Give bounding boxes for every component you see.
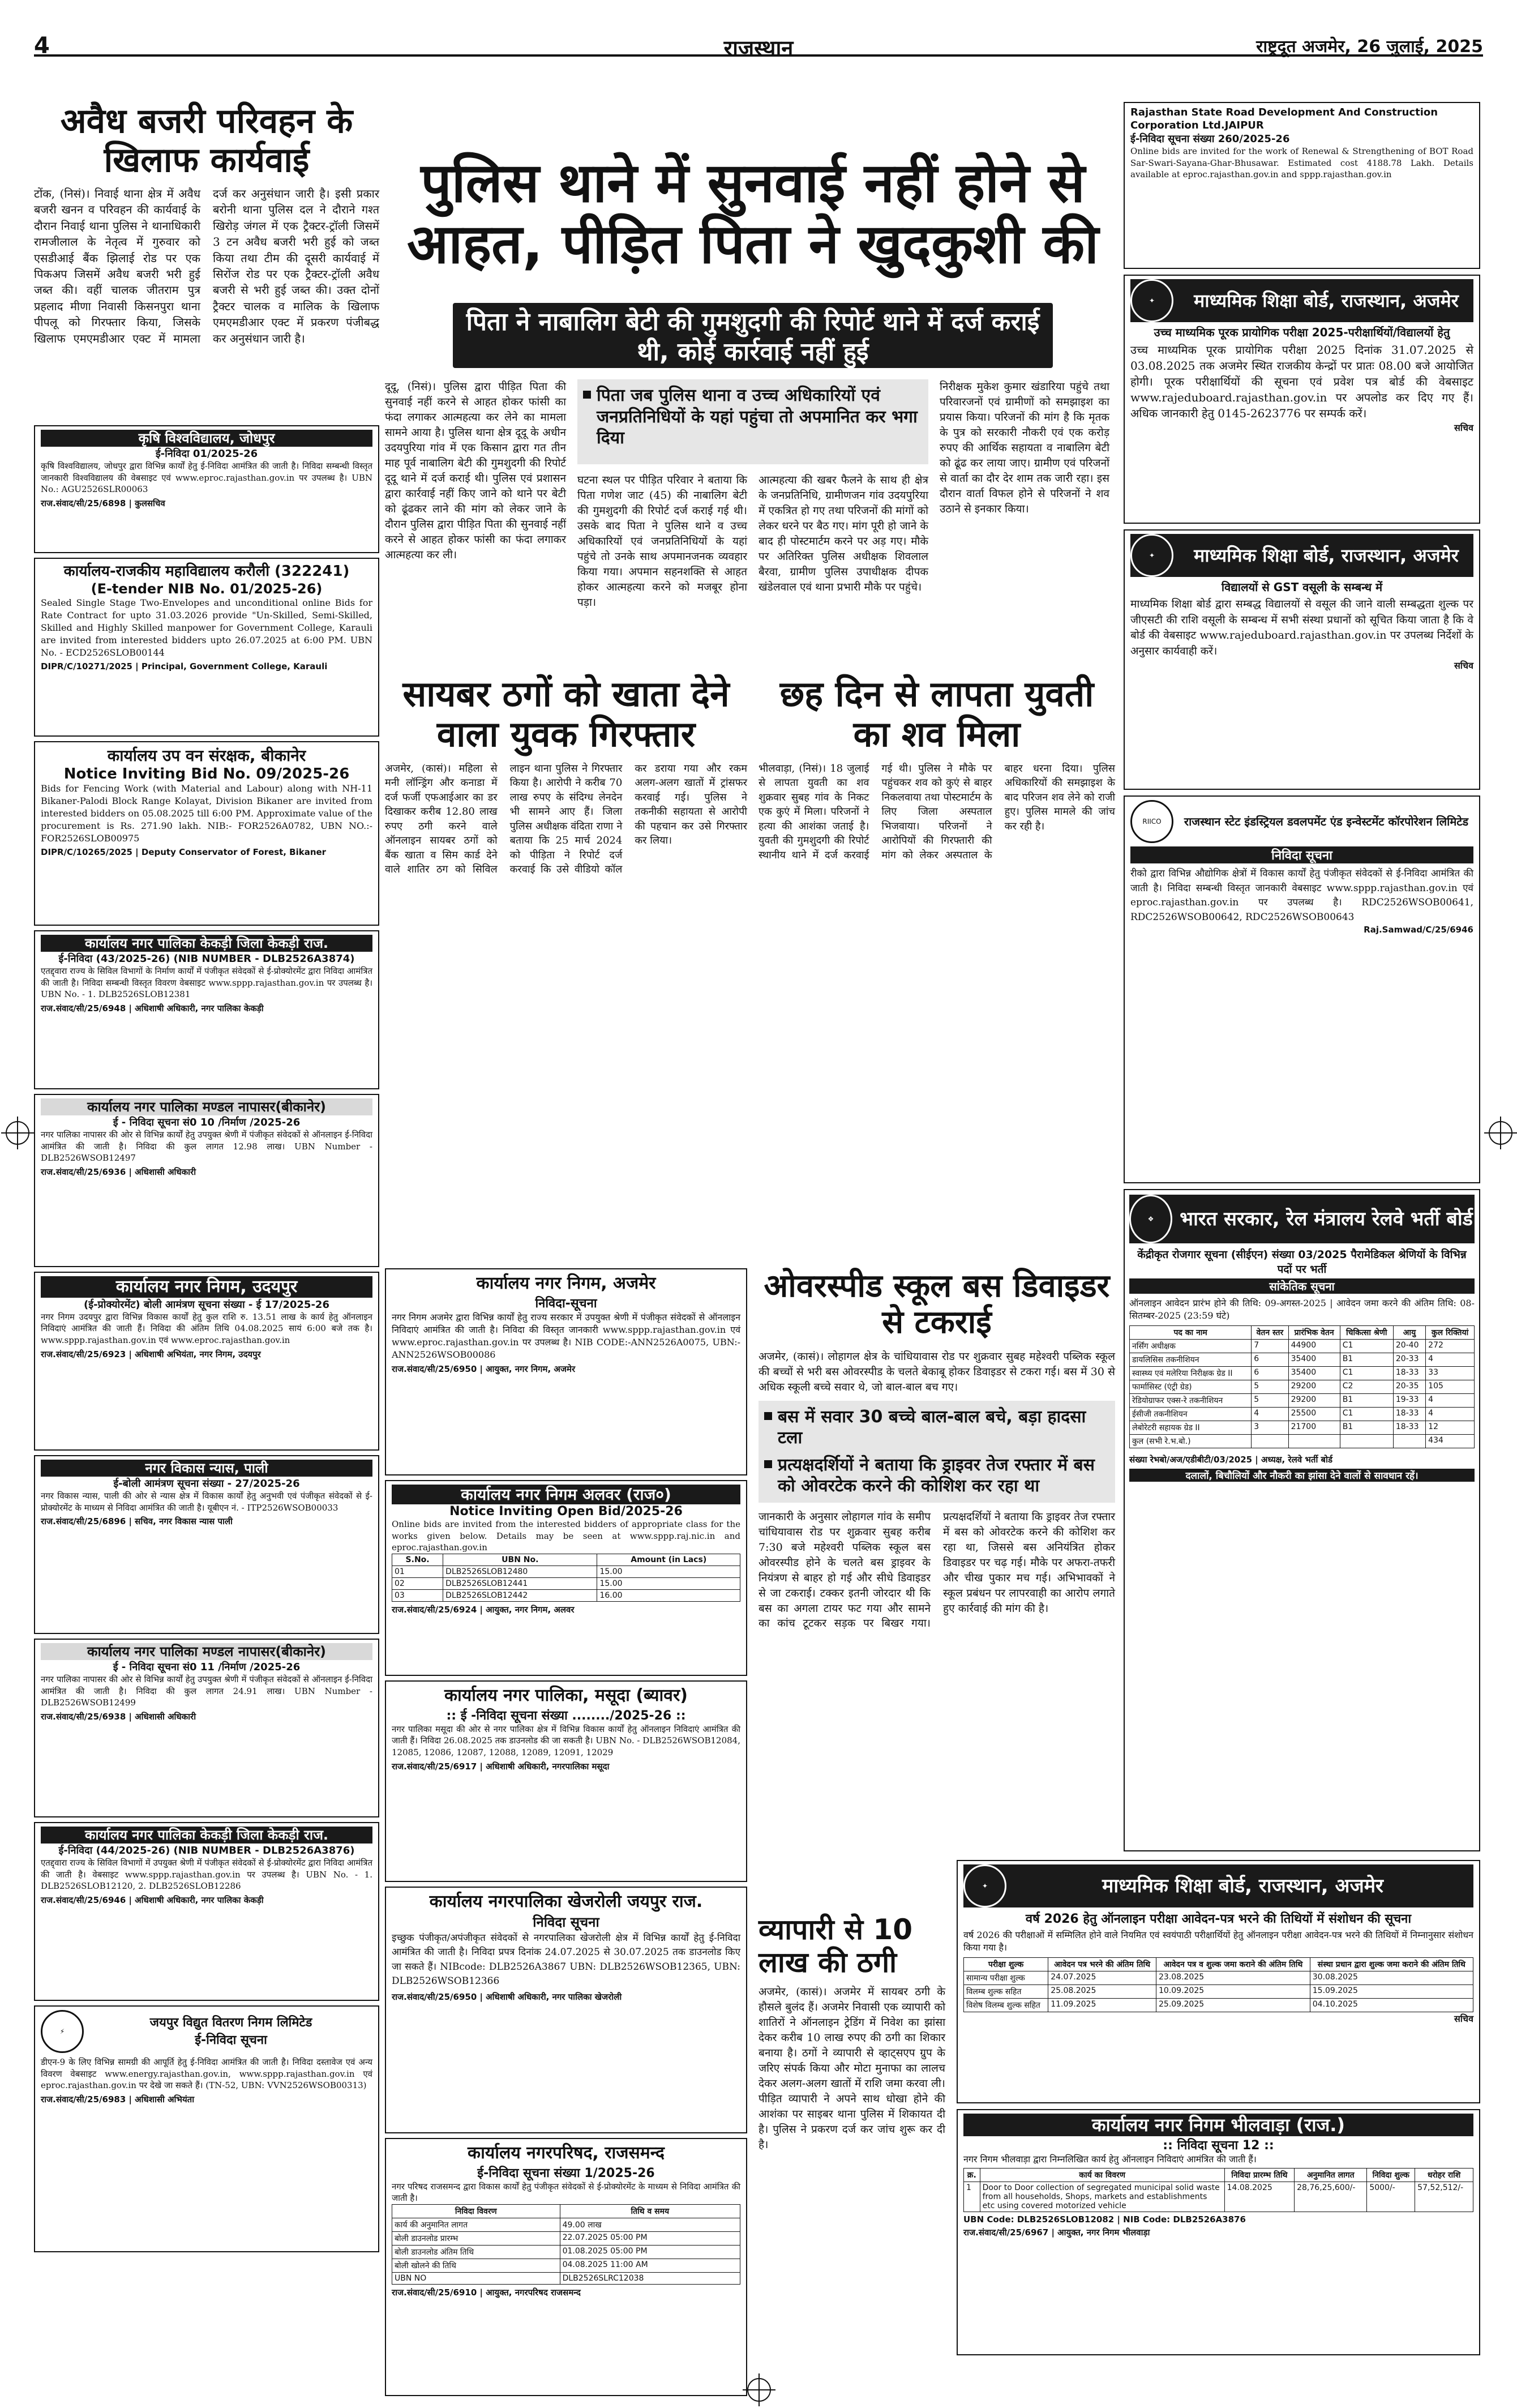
table-cell: 04.10.2025 <box>1310 1999 1473 2012</box>
ad-title: जयपुर विद्युत वितरण निगम लिमिटेड <box>149 2016 312 2030</box>
ad-title: कार्यालय नगर निगम अलवर (राज०) <box>392 1485 740 1504</box>
ad-text: नगर परिषद राजसमन्द द्वारा विकास कार्यों हेतु पंजीकृत संवेदकों से ई-प्रोक्योरमेंट के माध्यम से निविदा आमंत्रित की जाती है। <box>392 2181 740 2204</box>
tender-ad <box>385 1887 747 2133</box>
ad-title: कार्यालय नगर पालिका केकड़ी जिला केकड़ी राज. <box>41 1827 372 1844</box>
ad-text: नगर पालिका नापासर की ओर से विभिन्न कार्यों हेतु उपयुक्त श्रेणी में पंजीकृत संवेदकों से ऑनलाइन ई-निविदा आमंत्रित की जाती है। निविदा की कुल लागत 24.91 लाख। UBN Number - DLB2526WSOB12499 <box>41 1674 372 1708</box>
lead-headline: पुलिस थाने में सुनवाई नहीं होने से आहत, पीड़ित पिता ने खुदकुशी की <box>407 151 1099 276</box>
ad-subtitle: ई - निविदा सूचना सं0 11 /निर्माण /2025-26 <box>113 1661 301 1673</box>
table-cell: 49.00 लाख <box>560 2218 740 2231</box>
vacancy-table <box>1129 1325 1475 1448</box>
table-cell: कुल (सभी रे.भ.बो.) <box>1130 1435 1252 1448</box>
tender-ad <box>34 741 379 926</box>
table-cell: 1 <box>964 2182 980 2212</box>
ad-subtitle: ई-निविदा सूचना <box>195 2033 267 2047</box>
ad-band: दलालों, बिचौलियों और नौकरी का झांसा देने वालों से सावधान रहें। <box>1129 1469 1475 1482</box>
table-cell: 14.08.2025 <box>1224 2182 1294 2212</box>
story-body: अजमेर, (कासं)। महिला से मनी लॉन्ड्रिंग और कनाडा में दर्ज फर्जी एफआईआर का डर दिखाकर करीब 12.80 लाख रुपए ठगी करने वाले ऑनलाइन सायबर ठगों को बैंक खाता व सिम कार्ड देने वाले शातिर ठग को सिविल लाइन थाना पुलिस ने गिरफ्तार किया है। आरोपी ने करीब 70 लाख रुपए के संदिग्ध लेनदेन भी सामने आए हैं। जिला पुलिस अधीक्षक वंदिता राणा ने बताया कि 25 मार्च 2024 को पीड़िता ने रिपोर्ट दर्ज करवाई कि उसे वीडियो कॉल कर डराया गया और रकम अलग-अलग खातों में ट्रांसफर करवाई गई। पुलिस ने तकनीकी सहायता से आरोपी की पहचान कर उसे गिरफ्तार कर लिया। <box>385 762 747 876</box>
story-headline: छह दिन से लापता युवती का शव मिला <box>779 673 1094 755</box>
table-cell: निविदा विवरण <box>392 2204 560 2218</box>
ad-subtitle: निविदा सूचना <box>1130 846 1473 863</box>
ad-text: नगर पालिका नापासर की ओर से विभिन्न कार्यों हेतु उपयुक्त श्रेणी में पंजीकृत संवेदकों से ऑनलाइन ई-निविदा आमंत्रित की जाती है। निविदा की कुल लागत 12.98 लाख। UBN Number - DLB2526WSOB12497 <box>41 1130 372 1164</box>
ad-subtitle: उच्च माध्यमिक पूरक प्रायोगिक परीक्षा 2025-परीक्षार्थियों/विद्यालयों हेतु <box>1154 326 1450 339</box>
lead-col-2: घटना स्थल पर पीड़ित परिवार ने बताया कि पिता गणेश जाट (45) की नाबालिग बेटी की गुमशुदगी की रिपोर्ट दर्ज कराई गई थी। उसके बाद पिता ने पुलिस थाने व उच्च अधिकारियों एवं जनप्रतिनिधियों के यहां पहुंचे तो उनके साथ अपमानजनक व्यवहार किया गया। अपमान सहनशक्ति से आहत होकर आत्महत्या करने को मजबूर होना पड़ा। <box>577 474 747 609</box>
board-notice <box>957 1860 1480 2103</box>
ad-footer: राज.संवाद/सी/25/6898 | कुलसचिव <box>41 498 165 509</box>
table-cell: 28,76,25,600/- <box>1295 2182 1367 2212</box>
table-cell: 4 <box>1252 1408 1288 1421</box>
lead-col-4: निरीक्षक मुकेश कुमार खंडारिया पहुंचे तथा परिवारजनों एवं ग्रामीणों को समझाइश का प्रयास किया। परिजनों की मांग है कि मृतक के पुत्र को सरकारी नौकरी एवं एक करोड़ रुपए की आर्थिक सहायता व नाबालिग बेटी को ढूंढ कर लाया जाए। ग्रामीण एवं परिजनों से वार्ता का दौर देर शाम तक जारी रहा। इस दौरान वार्ता विफल होने से परिजनों ने शव उठाने से इनकार किया। <box>940 380 1109 515</box>
paper-dateline: राष्ट्रदूत अजमेर, 26 जुलाई, 2025 <box>1256 37 1483 57</box>
page-number: 4 <box>34 33 50 59</box>
story-cyber <box>385 674 747 1257</box>
table-cell: C2 <box>1340 1380 1393 1394</box>
tender-ad <box>34 930 379 1089</box>
table-cell: 5 <box>1252 1394 1288 1408</box>
ubn-table <box>392 1554 740 1602</box>
table-cell: DLB2526SLOB12442 <box>443 1590 597 1602</box>
ad-ubn: UBN Code: DLB2526SLOB12082 | NIB Code: DLB2526A3876 <box>963 2214 1246 2225</box>
ad-subtitle: वर्ष 2026 हेतु ऑनलाइन परीक्षा आवेदन-पत्र भरने की तिथियों में संशोधन की सूचना <box>1025 1912 1412 1926</box>
ad-sign: सचिव <box>1454 660 1473 671</box>
ad-title: कार्यालय नगरपालिका खेजरोली जयपुर राज. <box>429 1892 703 1911</box>
registration-mark-icon <box>6 1121 29 1145</box>
ad-subtitle: Notice Inviting Open Bid/2025-26 <box>449 1504 683 1519</box>
ad-subtitle: ई-निविदा सूचना संख्या 260/2025-26 <box>1130 133 1290 145</box>
table-cell: 4 <box>1426 1353 1475 1367</box>
story-bus <box>758 1268 1115 1902</box>
ad-title: भारत सरकार, रेल मंत्रालय रेलवे भर्ती बोर्ड <box>1180 1207 1473 1230</box>
ad-subtitle: ई-निविदा (44/2025-26) (NIB NUMBER - DLB2526A3876) <box>58 1845 355 1857</box>
ad-title: कार्यालय नगर निगम भीलवाड़ा (राज.) <box>963 2114 1473 2136</box>
ad-footer: राज.संवाद/सी/25/6983 | अधिशासी अभियंता <box>41 2094 195 2105</box>
ad-subtitle: विद्यालयों से GST वसूली के सम्बन्ध में <box>1221 580 1383 594</box>
ad-footer: राज.संवाद/सी/25/6948 | अधिशाषी अधिकारी, नगर पालिका केकड़ी <box>41 1003 264 1014</box>
table-cell: 57,52,512/- <box>1415 2182 1473 2212</box>
table-cell: विशेष विलम्ब शुल्क सहित <box>964 1999 1048 2012</box>
ad-subtitle: निविदा-सूचना <box>535 1296 597 1311</box>
ad-footer: संख्या रेभबो/अज/एडीबीटी/03/2025 | अध्यक्ष, रेलवे भर्ती बोर्ड <box>1129 1455 1333 1465</box>
table-cell: रेडियोग्राफर एक्स-रे तकनीशियन <box>1130 1394 1252 1408</box>
table-cell: 25.08.2025 <box>1048 1985 1156 1999</box>
table-cell: परीक्षा शुल्क <box>964 1958 1048 1971</box>
ad-footer: राज.संवाद/सी/25/6950 | अधिशाषी अधिकारी, नगर पालिका खेजरोली <box>392 1991 622 2002</box>
table-cell <box>1393 1435 1425 1448</box>
story-body: जानकारी के अनुसार लोहागल गांव के समीप चांधियावास रोड पर शुक्रवार सुबह करीब 7:30 बजे महेश्वरी पब्लिक स्कूल बस ओवरस्पीड होने के चलते बस ड्राइवर के नियंत्रण से बाहर हो गई और सीधे डिवाइडर से जा टकराई। टक्कर इतनी जोरदार थी कि बस का अगला टायर फट गया और सामने का कांच टूटकर सड़क पर बिखर गया। प्रत्यक्षदर्शियों ने बताया कि ड्राइवर तेज रफ्तार में बस को ओवरटेक करने की कोशिश कर रहा था, जिससे बस अनियंत्रित होकर डिवाइडर पर चढ़ गई। मौके पर अफरा-तफरी और चीख पुकार मच गई। अभिभावकों ने स्कूल प्रबंधन पर लापरवाही का आरोप लगाते हुए कार्रवाई की मांग की है। <box>758 1510 1115 1630</box>
bullet-icon <box>583 391 591 399</box>
table-cell: 18-33 <box>1393 1408 1425 1421</box>
lead-col-3: आत्महत्या की खबर फैलने के साथ ही क्षेत्र के जनप्रतिनिधि, ग्रामीणजन गांव उदयपुरिया में एकत्रित हो गए तथा परिजनों की मांगों को लेकर धरने पर बैठ गए। मांग पूरी हो जाने के बाद ही पोस्टमार्टम करने पर अड़ गए। मौके पर अतिरिक्त पुलिस अधीक्षक शिवलाल बैरवा, ग्रामीण पुलिस उपाधीक्षक दीपक खंडेलवाल एवं थाना प्रभारी मौके पर पहुंचे। <box>758 474 928 593</box>
tender-ad <box>34 1822 379 2001</box>
tender-ad <box>34 1094 379 1267</box>
table-cell: 21700 <box>1288 1421 1340 1435</box>
table-cell: लेबोरेटरी सहायक ग्रेड II <box>1130 1421 1252 1435</box>
table-cell: नर्सिंग अधीक्षक <box>1130 1340 1252 1353</box>
table-cell <box>1288 1435 1340 1448</box>
ad-subtitle: Notice Inviting Bid No. 09/2025-26 <box>63 765 350 782</box>
table-cell: UBN No. <box>443 1554 597 1566</box>
board-notice <box>1124 529 1480 790</box>
ad-footer: राज.संवाद/सी/25/6936 | अधिशासी अधिकारी <box>41 1167 196 1178</box>
ad-text: Bids for Fencing Work (with Material and Labour) along with NH-11 Bikaner-Palodi Block Range Kolayat, Division Bikaner are invited from interested bidders on 05.08.2025 till 6:00 PM. Approximate value of the procurement is Rs. 271.90 lakh. NIB:- FOR2526A0782, UBN NO.:- FOR2526SLOB00975 <box>41 783 372 844</box>
ad-footer: राज.संवाद/सी/25/6910 | आयुक्त, नगरपरिषद राजसमन्द <box>392 2287 581 2298</box>
ad-subtitle: ई-निविदा (43/2025-26) (NIB NUMBER - DLB2526A3874) <box>58 953 355 965</box>
table-cell: S.No. <box>392 1554 443 1566</box>
table-cell: B1 <box>1340 1353 1393 1367</box>
schedule-table <box>392 2204 740 2285</box>
ad-title: माध्यमिक शिक्षा बोर्ड, राजस्थान, अजमेर <box>1102 1874 1383 1897</box>
table-cell: कुल रिक्तियां <box>1426 1326 1475 1340</box>
table-cell: आवेदन पत्र व शुल्क जमा कराने की अंतिम तिथि <box>1156 1958 1310 1971</box>
table-cell: पद का नाम <box>1130 1326 1252 1340</box>
ad-title: कार्यालय उप वन संरक्षक, बीकानेर <box>107 746 306 765</box>
tender-table <box>963 2168 1473 2212</box>
table-cell: 4 <box>1426 1408 1475 1421</box>
table-cell: 01.08.2025 05:00 PM <box>560 2245 740 2259</box>
table-cell: 15.00 <box>597 1566 740 1578</box>
table-cell: DLB2526SLRC12038 <box>560 2272 740 2284</box>
ad-sign: सचिव <box>1454 2013 1473 2025</box>
table-cell: 04.08.2025 11:00 AM <box>560 2259 740 2272</box>
lead-pullquote <box>577 379 928 464</box>
table-cell: चिकित्सा श्रेणी <box>1340 1326 1393 1340</box>
table-cell: बोली डाउनलोड अंतिम तिथि <box>392 2245 560 2259</box>
table-cell: 25500 <box>1288 1408 1340 1421</box>
ad-title: कार्यालय नगर पालिका, मसूदा (ब्यावर) <box>444 1686 688 1705</box>
lead-col-1: दूदू, (निसं)। पुलिस द्वारा पीड़ित पिता की सुनवाई नहीं करने से आहत होकर फांसी का फंदा लगाकर आत्महत्या कर लेने का मामला सामने आया है। पुलिस थाना क्षेत्र दूदू के अधीन उदयपुरिया गांव में एक किसान द्वारा गत तीन माह पूर्व नाबालिग बेटी की गुमशुदगी की रिपोर्ट दूदू थाने में दर्ज कराई थी। पुलिस एवं प्रशासन द्वारा कार्रवाई नहीं किए जाने को थाने पर बेटी को ढूंढकर लाने की मांग को लेकर जाने के दौरान पुलिस द्वारा पीड़ित पिता की सुनवाई नहीं करने से आहत होकर फांसी का फंदा लगाकर आत्महत्या कर ली। <box>385 380 566 561</box>
table-cell: 25.09.2025 <box>1156 1999 1310 2012</box>
ad-footer: राज.संवाद/सी/25/6923 | अधिशाषी अभियंता, नगर निगम, उदयपुर <box>41 1349 261 1359</box>
ad-title: नगर विकास न्यास, पाली <box>41 1460 372 1477</box>
board-emblem-icon: ✦ <box>963 1864 1006 1907</box>
registration-mark-icon <box>1489 1121 1512 1145</box>
table-cell: 03 <box>392 1590 443 1602</box>
ad-subtitle: (ई-प्रोक्योरमेंट) बोली आमंत्रण सूचना संख्या - ई 17/2025-26 <box>84 1298 329 1311</box>
table-cell: सामान्य परीक्षा शुल्क <box>964 1971 1048 1985</box>
ad-text: डीएन-9 के लिए विभिन्न सामग्री की आपूर्ति हेतु ई-निविदा आमंत्रित की जाती है। निविदा दस्तावेज एवं अन्य विवरण वेबसाइट www.energy.rajasthan.gov.in, www.sppp.rajasthan.gov.in एवं eproc.rajasthan.gov.in पर देखे जा सकते हैं। (TN-52, UBN: VVN2526WSOB00313) <box>41 2057 372 2091</box>
table-cell: निविदा शुल्क <box>1367 2169 1415 2182</box>
table-cell: 5000/- <box>1367 2182 1415 2212</box>
ad-title: कृषि विश्वविद्यालय, जोधपुर <box>41 430 372 447</box>
table-cell: अनुमानित लागत <box>1295 2169 1367 2182</box>
ad-text: रीको द्वारा विभिन्न औद्योगिक क्षेत्रों में विकास कार्यों हेतु पंजीकृत संवेदकों से ई-निविदा आमंत्रित की जाती है। निविदा सम्बन्धी विस्तृत जानकारी वेबसाइट www.sppp.rajasthan.gov.in एवं eproc.rajasthan.gov.in पर उपलब्ध है। RDC2526WSOB00641, RDC2526WSOB00642, RDC2526WSOB00643 <box>1130 868 1473 923</box>
ad-title: कार्यालय नगर पालिका केकड़ी जिला केकड़ी राज. <box>41 935 372 952</box>
table-cell: 30.08.2025 <box>1310 1971 1473 1985</box>
table-cell: 01 <box>392 1566 443 1578</box>
ad-text: नगर निगम अजमेर द्वारा विभिन्न कार्यों हेतु राज्य सरकार में उपयुक्त श्रेणी में पंजीकृत संवेदकों से ऑनलाइन निविदाएं आमंत्रित की जाती है। निविदा की विस्तृत जानकारी www.sppp.rajasthan.gov.in एवं www.eproc.rajasthan.gov.in पर उपलब्ध है। NIB CODE:-ANN2526A0075, UBN:-ANN2526WSOB00086 <box>392 1311 740 1360</box>
table-cell: तिथि व समय <box>560 2204 740 2218</box>
ad-text: एतद्द्वारा राज्य के सिविल विभागों के निर्माण कार्यों में पंजीकृत संवेदकों से ई-प्रोक्योरमेंट द्वारा निविदा आमंत्रित की जाती है। निविदा सम्बन्धी विस्तृत विवरण वेबसाइट www.sppp.rajasthan.gov.in पर उपलब्ध है। UBN No. - 1. DLB2526SLOB12381 <box>41 966 372 1000</box>
story-lead: अजमेर, (कासं)। लोहागल क्षेत्र के चांधियावास रोड पर शुक्रवार सुबह महेश्वरी पब्लिक स्कूल की बच्चों से भरी बस ओवरस्पीड के चलते बेकाबू होकर डिवाइडर से टकरा गई। बस में 30 से अधिक स्कूली बच्चे सवार थे, जो बाल-बाल बच गए। <box>758 1350 1115 1393</box>
ad-title: माध्यमिक शिक्षा बोर्ड, राजस्थान, अजमेर <box>1194 290 1459 311</box>
ad-footer: DIPR/C/10265/2025 | Deputy Conservator of Forest, Bikaner <box>41 847 327 858</box>
table-cell: 24.07.2025 <box>1048 1971 1156 1985</box>
ad-title: कार्यालय-राजकीय महाविद्यालय करौली (322241) <box>63 563 350 580</box>
table-cell: फार्मासिस्ट (एंट्री ग्रेड) <box>1130 1380 1252 1394</box>
story-headline: सायबर ठगों को खाता देने वाला युवक गिरफ्तार <box>402 673 730 755</box>
tender-ad <box>385 1480 747 1676</box>
tender-ad <box>385 1680 747 1882</box>
table-cell: DLB2526SLOB12480 <box>443 1566 597 1578</box>
ad-text: Online bids are invited for the work of Renewal & Strengthening of BOT Road Sar-Swari-Sayana-Ghar-Bhusawar. Estimated cost 4188.78 Lakh. Details available at eproc.rajasthan.gov.in and sppp.rajasthan.gov.in <box>1130 146 1473 180</box>
table-cell: Door to Door collection of segregated municipal solid waste from all households, Shops, markets and establishments etc using covered motorized vehicle <box>980 2182 1224 2212</box>
tender-ad <box>34 1272 379 1451</box>
table-cell: 105 <box>1426 1380 1475 1394</box>
table-cell: 29200 <box>1288 1380 1340 1394</box>
ad-text: नगर निगम भीलवाड़ा द्वारा निम्नलिखित कार्य हेतु ऑनलाइन निविदाएं आमंत्रित की जाती हैं। <box>963 2154 1257 2165</box>
table-cell: 5 <box>1252 1380 1288 1394</box>
tender-ad <box>34 558 379 737</box>
story-body: टोंक, (निसं)। निवाई थाना क्षेत्र में अवैध बजरी खनन व परिवहन की कार्यवाई के दौरान निवाई थाना पुलिस ने थानाधिकारी रामजीलाल के नेतृत्व में गुरुवार को एसडीआई बैंक झिलाई रोड पर एक पिकअप जिसमें अवैध बजरी भरी हुई जब्त की। वहीं चालक जीतराम पुत्र प्रहलाद मीणा निवासी किसनपुरा थाना पीपलू को गिरफ्तार किया, जिसके खिलाफ एमएमडीआर एक्ट में मामला दर्ज कर अनुसंधान जारी है। इसी प्रकार बरोनी थाना पुलिस दल ने दौराने गश्त खिरोड़ जंगल में एक ट्रैक्टर-ट्रॉली जिसमें 3 टन अवैध बजरी भरी हुई को जब्त किया तथा टीम की दूसरी कार्यवाई में सिरोंज रोड पर एक ट्रैक्टर-ट्रॉली अवैध बजरी से भरी हुई जब्त की। उक्त दोनों ट्रैक्टर चालक व मालिक के खिलाफ एमएमडीआर एक्ट में प्रकरण पंजीबद्ध कर अनुसंधान जारी है। <box>34 187 379 345</box>
table-cell: संस्था प्रधान द्वारा शुल्क जमा कराने की अंतिम तिथि <box>1310 1958 1473 1971</box>
table-cell: C1 <box>1340 1367 1393 1380</box>
table-cell: 4 <box>1426 1394 1475 1408</box>
table-cell: 44900 <box>1288 1340 1340 1353</box>
tender-ad <box>34 1455 379 1634</box>
board-emblem-icon: ✦ <box>1130 279 1173 322</box>
table-cell: B1 <box>1340 1421 1393 1435</box>
bullet-icon <box>764 1412 772 1420</box>
tender-ad <box>34 1639 379 1817</box>
ad-footer: राज.संवाद/सी/25/6967 | आयुक्त, नगर निगम भीलवाड़ा <box>963 2227 1150 2238</box>
table-cell: 20-35 <box>1393 1380 1425 1394</box>
ad-sign: सचिव <box>1454 422 1473 433</box>
ad-footer: राज.संवाद/सी/25/6946 | अधिशाषी अधिकारी, नगर पालिका केकड़ी <box>41 1895 264 1906</box>
ad-text: कृषि विश्वविद्यालय, जोधपुर द्वारा विभिन्न कार्यों हेतु ई-निविदा आमंत्रित की जाती है। निविदा सम्बन्धी विस्तृत जानकारी विश्वविद्यालय की वेबसाइट एवं www.eproc.rajasthan.gov.in पर उपलब्ध है। UBN No.: AGU2526SLR00063 <box>41 461 372 495</box>
table-cell: 6 <box>1252 1353 1288 1367</box>
ad-text: एतद्द्वारा राज्य के सिविल विभागों में उपयुक्त श्रेणी में पंजीकृत संवेदकों से ई-प्रोक्योरमेंट द्वारा निविदा आमंत्रित की जाती है। वेबसाइट www.sppp.rajasthan.gov.in पर उपलब्ध है। UBN No. - 1. DLB2526SLOB12120, 2. DLB2526SLOB12286 <box>41 1858 372 1892</box>
tender-ad <box>385 1268 747 1475</box>
lead-deck <box>453 303 1053 368</box>
ad-footer: DIPR/C/10271/2025 | Principal, Government College, Karauli <box>41 661 328 671</box>
schedule-table <box>963 1957 1473 2012</box>
ad-title: कार्यालय नगरपरिषद, राजसमन्द <box>468 2143 665 2163</box>
ad-text: इच्छुक पंजीकृत/अपंजीकृत संवेदकों से नगरपालिका खेजरोली क्षेत्र में विभिन्न कार्यों हेतु ई-निविदा आमंत्रित की जाती है। निविदा प्रपत्र दिनांक 24.07.2025 से 30.07.2025 तक डाउनलोड किए जा सकते हैं। NIBcode: DLB2526A3867 UBN: DLB2526WSOB12365, UBN: DLB2526WSOB12366 <box>392 1932 740 1987</box>
tender-ad <box>34 2005 379 2252</box>
table-cell: विलम्ब शुल्क सहित <box>964 1985 1048 1999</box>
ad-text: Online bids are invited from the interested bidders of appropriate class for the works given below. Details may be seen at www.sppp.raj.nic.in and eproc.rajasthan.gov.in <box>392 1519 740 1553</box>
table-cell: UBN NO <box>392 2272 560 2284</box>
story-headline: अवैध बजरी परिवहन के खिलाफ कार्यवाई <box>60 101 353 180</box>
ad-title: राजस्थान स्टेट इंडस्ट्रियल डवलपमेंट एंड इन्वेस्टमेंट कॉरपोरेशन लिमिटेड <box>1184 814 1469 828</box>
table-cell: ईसीजी तकनीशियन <box>1130 1408 1252 1421</box>
table-cell: 35400 <box>1288 1353 1340 1367</box>
ad-subtitle: (E-tender NIB No. 01/2025-26) <box>91 580 323 597</box>
table-cell: कार्य की अनुमानित लागत <box>392 2218 560 2231</box>
registration-mark-icon <box>747 2378 771 2402</box>
ad-footer: राज.संवाद/सी/25/6950 | आयुक्त, नगर निगम, अजमेर <box>392 1363 576 1374</box>
table-cell: 15.00 <box>597 1578 740 1590</box>
table-cell: B1 <box>1340 1394 1393 1408</box>
table-cell: प्रारंभिक वेतन <box>1288 1326 1340 1340</box>
ad-subtitle: ई-निविदा सूचना संख्या 1/2025-26 <box>477 2166 655 2180</box>
table-cell: 12 <box>1426 1421 1475 1435</box>
left-column <box>34 102 379 2355</box>
table-cell: 20-33 <box>1393 1353 1425 1367</box>
table-cell: 22.07.2025 05:00 PM <box>560 2231 740 2245</box>
table-cell: 18-33 <box>1393 1367 1425 1380</box>
ad-title: कार्यालय नगर पालिका मण्डल नापासर(बीकानेर) <box>41 1098 372 1115</box>
ad-subtitle: ई - निविदा सूचना सं0 10 /निर्माण /2025-26 <box>113 1117 301 1128</box>
table-cell: स्वास्थ्य एवं मलेरिया निरीक्षक ग्रेड II <box>1130 1367 1252 1380</box>
table-cell <box>1252 1435 1288 1448</box>
story-missing <box>758 674 1115 1257</box>
story-highlights <box>758 1401 1115 1503</box>
table-cell: 434 <box>1426 1435 1475 1448</box>
tender-ad <box>1124 102 1480 269</box>
ad-subtitle: निविदा सूचना <box>533 1914 599 1930</box>
ad-footer: राज.संवाद/सी/25/6924 | आयुक्त, नगर निगम, अलवर <box>392 1605 575 1615</box>
tender-ad <box>34 425 379 553</box>
highlight-text: प्रत्यक्षदर्शियों ने बताया कि ड्राइवर तेज रफ्तार में बस को ओवरटेक करने की कोशिश कर रहा था <box>778 1455 1095 1496</box>
riico-logo-icon: RIICO <box>1130 800 1173 843</box>
ad-text: उच्च माध्यमिक पूरक प्रायोगिक परीक्षा 2025 दिनांक 31.07.2025 से 03.08.2025 तक अजमेर स्थित राजकीय केन्द्रों पर प्रातः 08.00 बजे आयोजित होगी। पूरक परीक्षार्थियों की सूचना एवं प्रवेश पत्र बोर्ड की वेबसाइट www.rajeduboard.rajasthan.gov.in पर अपलोड कर दिए गए हैं। अधिक जानकारी हेतु 0145-2623776 पर सम्पर्क करें। <box>1130 343 1473 420</box>
table-cell: 11.09.2025 <box>1048 1999 1156 2012</box>
table-cell: बोली डाउनलोड प्रारम्भ <box>392 2231 560 2245</box>
table-cell: डायलिसिस तकनीशियन <box>1130 1353 1252 1367</box>
tender-ad <box>1124 795 1480 1183</box>
table-cell: 10.09.2025 <box>1156 1985 1310 1999</box>
ad-subtitle: ई-बोली आमंत्रण सूचना संख्या - 27/2025-26 <box>113 1478 300 1490</box>
rrb-notice <box>1124 1189 1480 1851</box>
ad-text: नगर पालिका मसूदा की ओर से नगर पालिका क्षेत्र में विभिन्न विकास कार्यों हेतु ऑनलाइन निविदाएं आमंत्रित की जाती हैं। निविदा 26.08.2025 तक डाउनलोड की जा सकती है। UBN No. - DLB2526WSOB12084, 12085, 12086, 12087, 12088, 12089, 12091, 12029 <box>392 1723 740 1757</box>
table-cell: C1 <box>1340 1340 1393 1353</box>
rrb-emblem-icon: ❖ <box>1129 1195 1172 1243</box>
tender-ad <box>957 2109 1480 2355</box>
ad-text: ऑनलाइन आवेदन प्रारंभ होने की तिथि: 09-अगस्त-2025 | आवेदन जमा करने की अंतिम तिथि: 08-सितम्बर-2025 (23:59 घंटे) <box>1129 1298 1475 1321</box>
center-ads <box>385 1268 747 2355</box>
tender-ad <box>385 2138 747 2396</box>
table-cell: 19-33 <box>1393 1394 1425 1408</box>
table-cell: निविदा प्रारम्भ तिथि <box>1224 2169 1294 2182</box>
table-cell: 02 <box>392 1578 443 1590</box>
ad-subtitle: केंद्रीकृत रोजगार सूचना (सीईएन) संख्या 03/2025 पैरामेडिकल श्रेणियों के विभिन्न पदों पर भर्ती <box>1137 1248 1467 1276</box>
ad-text: नगर विकास न्यास, पाली की ओर से न्यास क्षेत्र में विकास कार्यों हेतु अनुभवी एवं पंजीकृत संवेदकों से ई-प्रोक्योरमेंट के माध्यम से निविदा आमंत्रित की जाती है। यूबीएन नं. - ITP2526WSOB00033 <box>41 1491 372 1513</box>
table-cell: 6 <box>1252 1367 1288 1380</box>
table-cell: 3 <box>1252 1421 1288 1435</box>
table-cell: 7 <box>1252 1340 1288 1353</box>
table-cell: क्र. <box>964 2169 980 2182</box>
ad-footer: Raj.Samwad/C/25/6946 <box>1364 925 1473 935</box>
table-cell: 23.08.2025 <box>1156 1971 1310 1985</box>
board-emblem-icon: ✦ <box>1130 534 1173 577</box>
table-cell: 20-40 <box>1393 1340 1425 1353</box>
table-cell: C1 <box>1340 1408 1393 1421</box>
ad-footer: राज.संवाद/सी/25/6917 | अधिशाषी अधिकारी, नगरपालिका मसूदा <box>392 1761 610 1772</box>
ad-subtitle: ई-निविदा 01/2025-26 <box>155 448 258 460</box>
ad-title: कार्यालय नगर निगम, उदयपुर <box>41 1276 372 1298</box>
board-notice <box>1124 275 1480 524</box>
ad-text: नगर निगम उदयपुर द्वारा विभिन्न विकास कार्यों हेतु कुल राशि रु. 13.51 लाख के कार्य हेतु ऑनलाइन निविदाएं आमंत्रित की जाती हैं। निविदा की अंतिम तिथि 04.08.2025 सायं 6:00 बजे तक है। www.sppp.rajasthan.gov.in एवं www.eproc.rajasthan.gov.in <box>41 1311 372 1345</box>
lead-headline-wrap <box>396 153 1109 277</box>
table-cell: आवेदन पत्र भरने की अंतिम तिथि <box>1048 1958 1156 1971</box>
table-cell <box>1340 1435 1393 1448</box>
table-cell: आयु <box>1393 1326 1425 1340</box>
ad-title: Rajasthan State Road Development And Construction Corporation Ltd.JAIPUR <box>1130 106 1438 131</box>
table-cell: बोली खोलने की तिथि <box>392 2259 560 2272</box>
table-cell: धरोहर राशि <box>1415 2169 1473 2182</box>
ad-text: वर्ष 2026 की परीक्षाओं में सम्मिलित होने वाले नियमित एवं स्वयंपाठी परीक्षार्थियों हेतु ऑनलाइन परीक्षा आवेदन-पत्र भरने की तिथियों में निम्नानुसार संशोधन किया गया है। <box>963 1930 1473 1953</box>
ad-title: माध्यमिक शिक्षा बोर्ड, राजस्थान, अजमेर <box>1194 545 1459 566</box>
table-cell: 33 <box>1426 1367 1475 1380</box>
table-cell: 272 <box>1426 1340 1475 1353</box>
emblem-icon: ⚡ <box>41 2010 84 2053</box>
pullquote-text: पिता जब पुलिस थाना व उच्च अधिकारियों एवं जनप्रतिनिधियों के यहां पहुंचा तो अपमानित कर भगा दिया <box>597 386 918 448</box>
table-cell: 16.00 <box>597 1590 740 1602</box>
table-cell: 35400 <box>1288 1367 1340 1380</box>
bullet-icon <box>764 1460 772 1468</box>
table-cell: 18-33 <box>1393 1421 1425 1435</box>
story-fraud <box>758 1914 945 2355</box>
story-headline: व्यापारी से 10 लाख की ठगी <box>758 1913 912 1979</box>
table-cell: 15.09.2025 <box>1310 1985 1473 1999</box>
story-body: भीलवाड़ा, (निसं)। 18 जुलाई से लापता युवती का शव शुक्रवार सुबह गांव के निकट एक कुएं में मिला। परिजनों ने हत्या की आशंका जताई है। युवती की गुमशुदगी की रिपोर्ट स्थानीय थाने में दर्ज करवाई गई थी। पुलिस ने मौके पर पहुंचकर शव को कुएं से बाहर निकलवाया तथा पोस्टमार्टम के लिए जिला अस्पताल भिजवाया। परिजनों ने आरोपियों की गिरफ्तारी की मांग को लेकर अस्पताल के बाहर धरना दिया। पुलिस अधिकारियों की समझाइश के बाद परिजन शव लेने को राजी हुए। पुलिस मामले की जांच कर रही है। <box>758 762 1115 861</box>
table-cell: वेतन स्तर <box>1252 1326 1288 1340</box>
highlight-text: बस में सवार 30 बच्चे बाल-बाल बचे, बड़ा हादसा टला <box>778 1406 1086 1448</box>
ad-subtitle: :: निविदा सूचना 12 :: <box>1163 2138 1274 2153</box>
table-cell: Amount (in Lacs) <box>597 1554 740 1566</box>
ad-subtitle: :: ई -निविदा सूचना संख्या ......../2025-26 :: <box>446 1708 686 1723</box>
story-headline: ओवरस्पीड स्कूल बस डिवाइडर से टकराई <box>764 1268 1110 1341</box>
lead-deck-text: पिता ने नाबालिग बेटी की गुमशुदगी की रिपोर्ट थाने में दर्ज कराई थी, कोई कार्रवाई नहीं हुई <box>466 307 1040 366</box>
ad-band: सांकेतिक सूचना <box>1129 1278 1475 1294</box>
table-cell: 29200 <box>1288 1394 1340 1408</box>
table-cell: कार्य का विवरण <box>980 2169 1224 2182</box>
section-title: राजस्थान <box>723 36 794 61</box>
ad-footer: राज.संवाद/सी/25/6896 | सचिव, नगर विकास न्यास पाली <box>41 1516 233 1527</box>
ad-text: माध्यमिक शिक्षा बोर्ड द्वारा सम्बद्ध विद्यालयों से वसूल की जाने वाली सम्बद्धता शुल्क पर जीएसटी की राशि वसूली के सम्बन्ध में सभी संस्था प्रधानों को सूचित किया जाता है कि वे बोर्ड की वेबसाइट www.rajeduboard.rajasthan.gov.in पर उपलब्ध निर्देशों के अनुसार कार्यवाही करें। <box>1130 598 1473 657</box>
ad-title: कार्यालय नगर निगम, अजमेर <box>476 1273 656 1293</box>
ad-footer: राज.संवाद/सी/25/6938 | अधिशासी अधिकारी <box>41 1712 196 1722</box>
table-cell: DLB2526SLOB12441 <box>443 1578 597 1590</box>
ad-text: Sealed Single Stage Two-Envelopes and unconditional online Bids for Rate Contract for upto 31.03.2026 provide "Un-Skilled, Semi-Skilled, Skilled and Highly Skilled manpower for Government College, Karauli are invited from interested bidders upto 26.07.2025 at 6:00 PM. UBN No. - ECD2526SLOB00144 <box>41 597 372 658</box>
page-header <box>34 33 1483 61</box>
story-body: अजमेर, (कासं)। अजमेर में सायबर ठगी के हौसले बुलंद हैं। अजमेर निवासी एक व्यापारी को शातिरों ने ऑनलाइन ट्रेडिंग में निवेश का झांसा देकर करीब 10 लाख रुपए की ठगी का शिकार बनाया है। ठगों ने व्यापारी से व्हाट्सएप ग्रुप के जरिए संपर्क किया और मोटा मुनाफा का लालच देकर अलग-अलग खातों में राशि जमा करवा ली। पीड़ित व्यापारी ने अपने साथ धोखा होने की आशंका पर साइबर थाना पुलिस में शिकायत दी है। पुलिस ने प्रकरण दर्ज कर जांच शुरू कर दी है। <box>758 1986 945 2151</box>
ad-title: कार्यालय नगर पालिका मण्डल नापासर(बीकानेर) <box>41 1643 372 1660</box>
